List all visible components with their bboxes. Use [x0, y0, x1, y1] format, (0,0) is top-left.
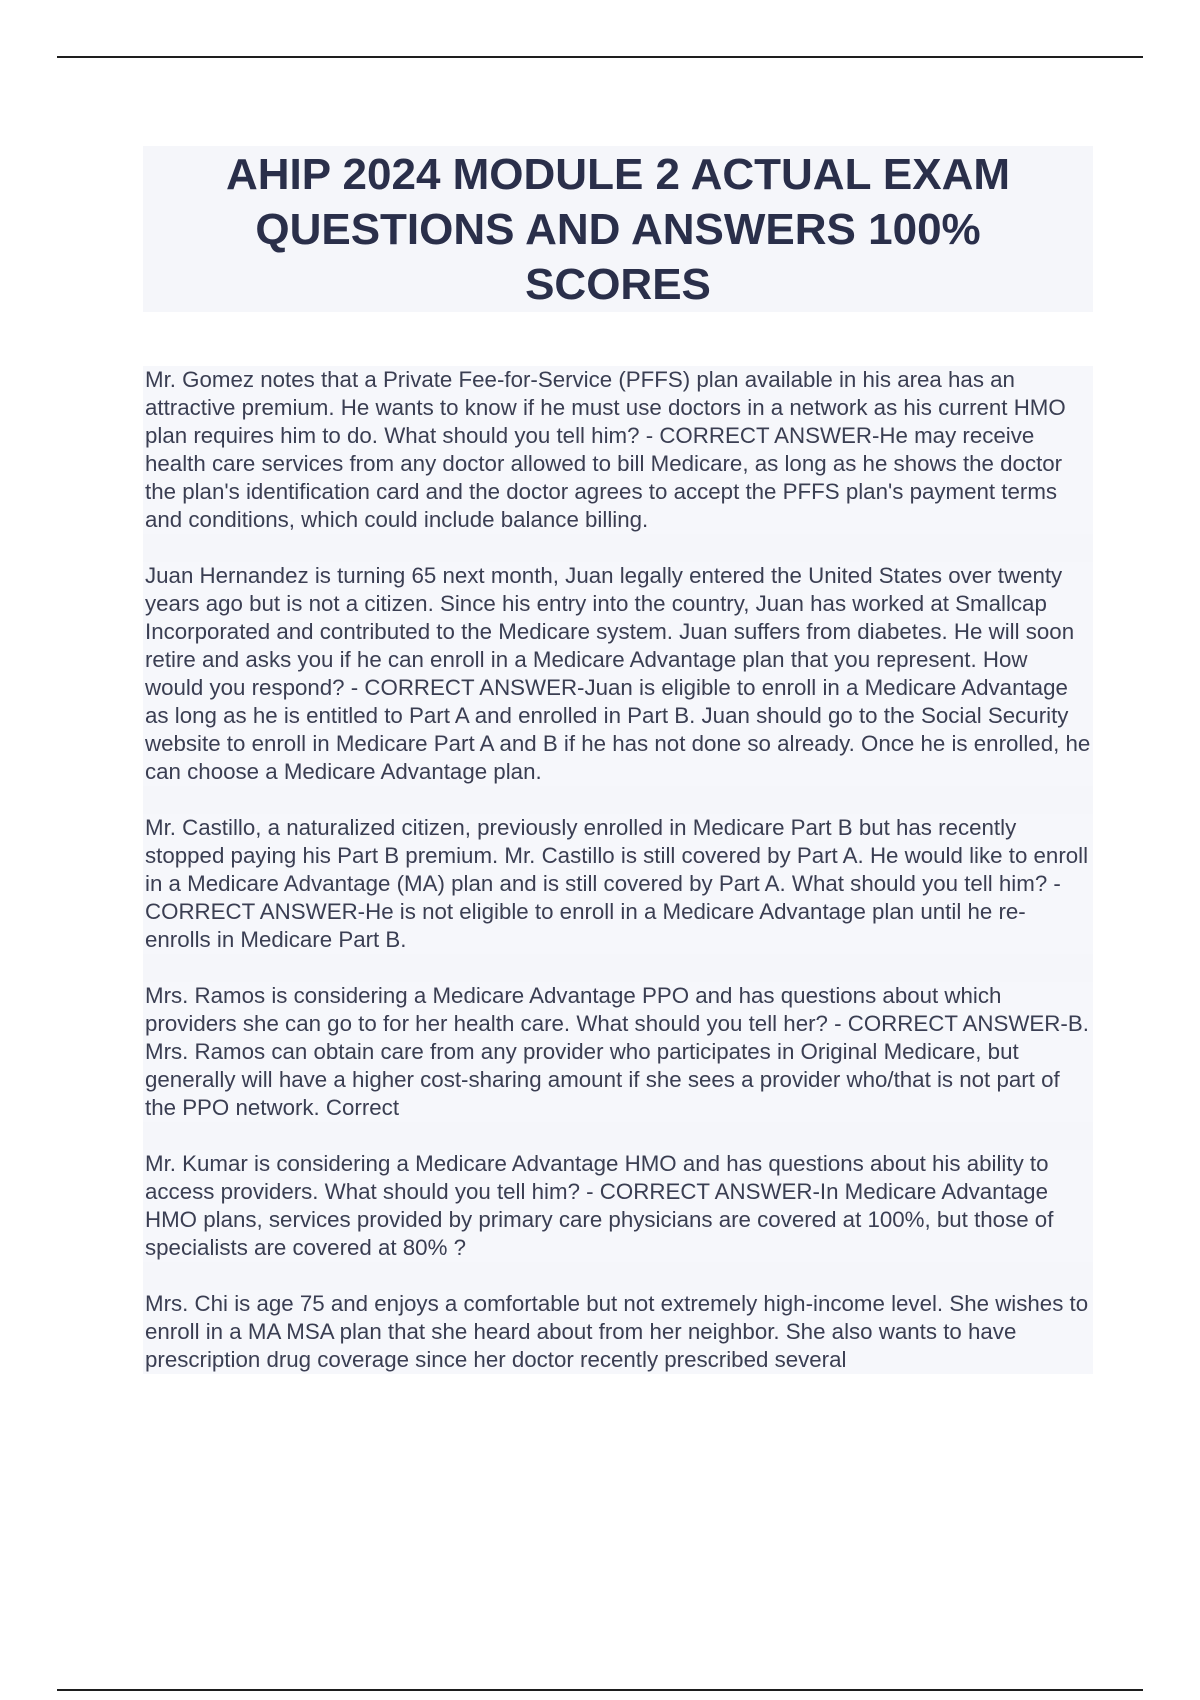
qa-item: Mr. Gomez notes that a Private Fee-for-Service (PFFS) plan available in his area has an attractive premium. He wants to know if he must use doctors in a network as his current HMO plan requires him to do. What should you tell him? - CORRECT ANSWER-He may receive health care services from any doctor allowed to bill Medicare, as long as he shows the doctor the plan's identification card and the doctor agrees to accept the PFFS plan's payment terms and conditions, which could include balance billing. — [143, 366, 1093, 534]
header-rule — [57, 56, 1143, 58]
qa-item: Mrs. Ramos is considering a Medicare Advantage PPO and has questions about which providers she can go to for her health care. What should you tell her? - CORRECT ANSWER-B. Mrs. Ramos can obtain care from any provider who participates in Original Medicare, but generally will have a higher cost-sharing amount if she sees a provider who/that is not part of the PPO network. Correct — [143, 982, 1093, 1122]
qa-item: Mr. Kumar is considering a Medicare Advantage HMO and has questions about his ability to access providers. What should you tell him? - CORRECT ANSWER-In Medicare Advantage HMO plans, services provided by primary care physicians are covered at 100%, but those of specialists are covered at 80% ? — [143, 1150, 1093, 1262]
document-title: AHIP 2024 MODULE 2 ACTUAL EXAM QUESTIONS AND ANSWERS 100% SCORES — [225, 149, 1010, 309]
qa-content — [143, 366, 1093, 1374]
footer-rule — [57, 1689, 1143, 1691]
title-band — [143, 146, 1093, 312]
qa-item: Mr. Castillo, a naturalized citizen, previously enrolled in Medicare Part B but has recently stopped paying his Part B premium. Mr. Castillo is still covered by Part A. He would like to enroll in a Medicare Advantage (MA) plan and is still covered by Part A. What should you tell him? - CORRECT ANSWER-He is not eligible to enroll in a Medicare Advantage plan until he re-enrolls in Medicare Part B. — [143, 814, 1093, 954]
qa-item: Juan Hernandez is turning 65 next month, Juan legally entered the United States over twenty years ago but is not a citizen. Since his entry into the country, Juan has worked at Smallcap Incorporated and contributed to the Medicare system. Juan suffers from diabetes. He will soon retire and asks you if he can enroll in a Medicare Advantage plan that you represent. How would you respond? - CORRECT ANSWER-Juan is eligible to enroll in a Medicare Advantage as long as he is entitled to Part A and enrolled in Part B. Juan should go to the Social Security website to enroll in Medicare Part A and B if he has not done so already. Once he is enrolled, he can choose a Medicare Advantage plan. — [143, 562, 1093, 786]
qa-item: Mrs. Chi is age 75 and enjoys a comfortable but not extremely high-income level. She wishes to enroll in a MA MSA plan that she heard about from her neighbor. She also wants to have prescription drug coverage since her doctor recently prescribed several — [143, 1290, 1093, 1374]
